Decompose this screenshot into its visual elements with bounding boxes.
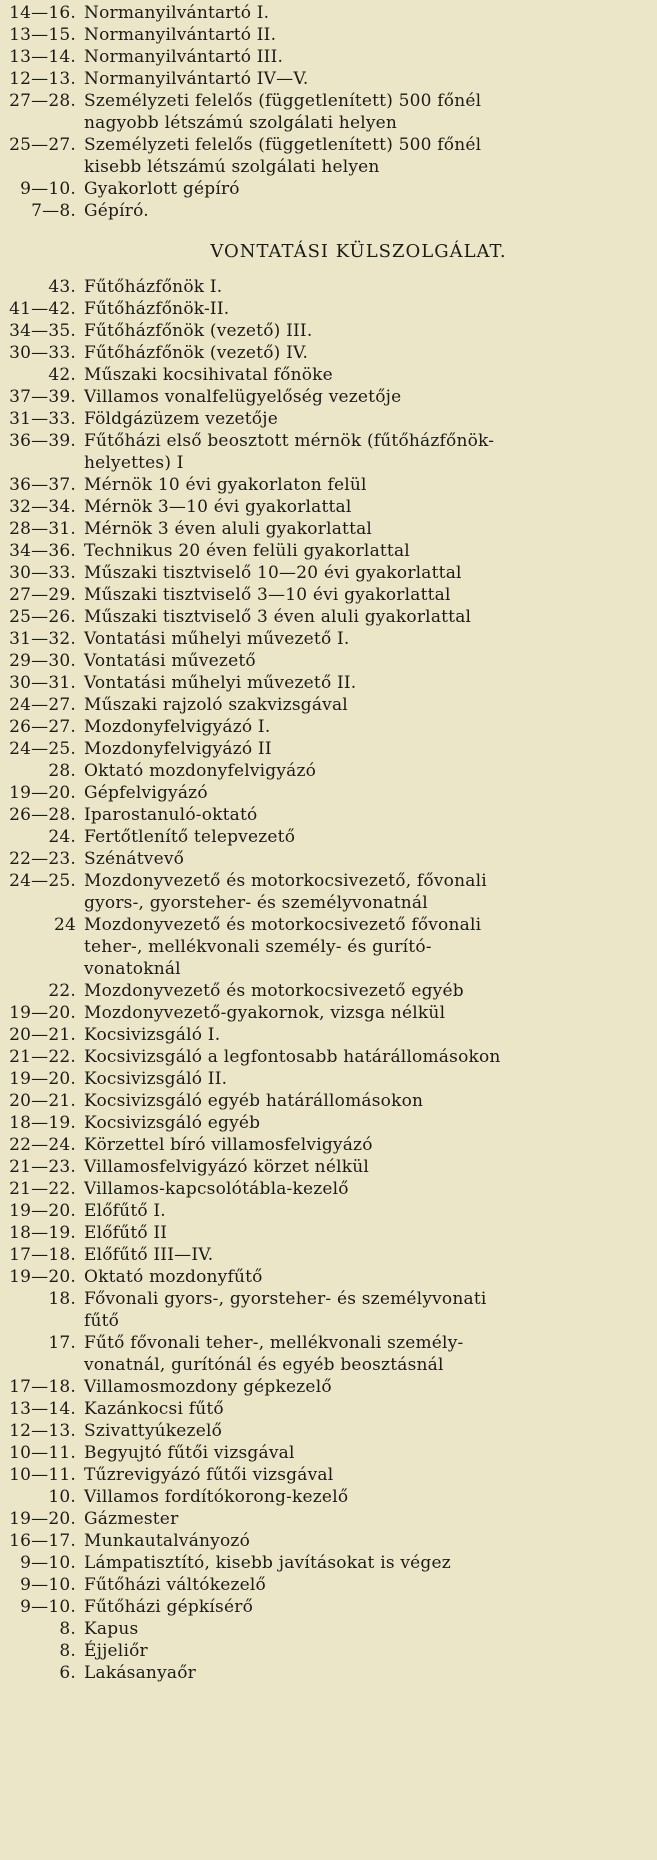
position-row <box>0 342 657 364</box>
position-row <box>0 134 657 178</box>
position-row <box>0 2 657 24</box>
grade-range: 18. <box>48 1289 76 1309</box>
position-row <box>0 430 657 474</box>
position-row <box>0 24 657 46</box>
grade-range: 8. <box>59 1619 76 1639</box>
position-title: Kocsivizsgáló egyéb határállomásokon <box>84 1091 424 1111</box>
position-row <box>0 694 657 716</box>
grade-range: 21—22. <box>9 1179 76 1199</box>
grade-range: 22—23. <box>9 849 76 869</box>
grade-range: 30—33. <box>9 343 76 363</box>
grade-range: 21—22. <box>9 1047 76 1067</box>
grade-range: 13—14. <box>9 1399 76 1419</box>
position-title: Oktató mozdonyfűtő <box>84 1267 263 1287</box>
position-row <box>0 1618 657 1640</box>
grade-range: 18—19. <box>9 1223 76 1243</box>
position-title: Kocsivizsgáló II. <box>84 1069 228 1089</box>
position-row <box>0 540 657 562</box>
position-row <box>0 298 657 320</box>
position-row <box>0 1156 657 1178</box>
grade-range: 24—25. <box>9 739 76 759</box>
position-row <box>0 1420 657 1442</box>
grade-range: 36—39. <box>9 431 76 451</box>
position-title: Műszaki rajzoló szakvizsgával <box>84 695 348 715</box>
position-title: Kocsivizsgáló a legfontosabb határállomásokon <box>84 1047 501 1067</box>
position-title: Villamosmozdony gépkezelő <box>84 1377 332 1397</box>
grade-range: 13—14. <box>9 47 76 67</box>
position-title: Begyujtó fűtői vizsgával <box>84 1443 295 1463</box>
grade-range: 19—20. <box>9 783 76 803</box>
grade-range: 16—17. <box>9 1531 76 1551</box>
position-row <box>0 408 657 430</box>
position-title: Fűtőházfőnök I. <box>84 277 223 297</box>
grade-range: 34—36. <box>9 541 76 561</box>
position-title: Vontatási műhelyi művezető II. <box>84 673 357 693</box>
grade-range: 30—33. <box>9 563 76 583</box>
grade-range: 29—30. <box>9 651 76 671</box>
grade-range: 27—29. <box>9 585 76 605</box>
position-title: Tűzrevigyázó fűtői vizsgával <box>84 1465 334 1485</box>
position-row <box>0 738 657 760</box>
position-title: Kapus <box>84 1619 139 1639</box>
grade-range: 22. <box>48 981 76 1001</box>
position-title: Mozdonyvezető és motorkocsivezető egyéb <box>84 981 464 1001</box>
position-title: Lámpatisztító, kisebb javításokat is végez <box>84 1553 451 1573</box>
position-title: Vontatási műhelyi művezető I. <box>84 629 350 649</box>
position-row <box>0 1200 657 1222</box>
grade-range: 8. <box>59 1641 76 1661</box>
grade-range: 9—10. <box>20 1575 76 1595</box>
position-title: Előfűtő I. <box>84 1201 166 1221</box>
grade-range: 9—10. <box>20 1553 76 1573</box>
grade-range: 19—20. <box>9 1509 76 1529</box>
grade-range: 19—20. <box>9 1267 76 1287</box>
position-title: Technikus 20 éven felüli gyakorlattal <box>84 541 410 561</box>
position-title: Mozdonyfelvigyázó II <box>84 739 272 759</box>
position-row <box>0 518 657 540</box>
grade-range: 24 <box>53 915 76 935</box>
position-title: Villamos-kapcsolótábla-kezelő <box>84 1179 349 1199</box>
position-row <box>0 1376 657 1398</box>
position-row <box>0 178 657 200</box>
position-title: Munkautalványozó <box>84 1531 251 1551</box>
position-row <box>0 1442 657 1464</box>
position-title: Mérnök 3—10 évi gyakorlattal <box>84 497 352 517</box>
position-row <box>0 1640 657 1662</box>
position-row <box>0 46 657 68</box>
position-row <box>0 562 657 584</box>
position-title: Gépíró. <box>84 201 149 221</box>
position-title: Személyzeti felelős (függetlenített) 500 főnél kisebb létszámú szolgálati helyen <box>84 135 482 177</box>
position-title: Villamos vonalfelügyelőség vezetője <box>84 387 402 407</box>
position-row <box>0 364 657 386</box>
grade-range: 6. <box>59 1663 76 1683</box>
grade-range: 37—39. <box>9 387 76 407</box>
position-title: Lakásanyaőr <box>84 1663 196 1683</box>
position-title: Fűtő fővonali teher-, mellékvonali személy- vonatnál, gurítónál és egyéb beosztásnál <box>84 1333 464 1375</box>
grade-range: 25—26. <box>9 607 76 627</box>
position-list-main <box>0 276 657 1684</box>
position-row <box>0 1134 657 1156</box>
grade-range: 36—37. <box>9 475 76 495</box>
position-title: Normanyilvántartó III. <box>84 47 284 67</box>
grade-range: 18—19. <box>9 1113 76 1133</box>
position-list-top <box>0 2 657 222</box>
grade-range: 24—27. <box>9 695 76 715</box>
position-title: Fűtőházfőnök-II. <box>84 299 230 319</box>
position-row <box>0 1288 657 1332</box>
position-row <box>0 650 657 672</box>
position-title: Mozdonyvezető és motorkocsivezető, fővonali gyors-, gyorsteher- és személyvonatnál <box>84 871 487 913</box>
grade-range: 28. <box>48 761 76 781</box>
position-row <box>0 320 657 342</box>
position-title: Normanyilvántartó I. <box>84 3 270 23</box>
position-row <box>0 276 657 298</box>
position-title: Fűtőházfőnök (vezető) IV. <box>84 343 309 363</box>
position-title: Kazánkocsi fűtő <box>84 1399 224 1419</box>
grade-range: 43. <box>48 277 76 297</box>
position-row <box>0 1552 657 1574</box>
grade-range: 41—42. <box>9 299 76 319</box>
position-row <box>0 672 657 694</box>
position-title: Fűtőházi első beosztott mérnök (fűtőházfőnök- helyettes) I <box>84 431 495 473</box>
position-title: Műszaki kocsihivatal főnöke <box>84 365 333 385</box>
grade-range: 30—31. <box>9 673 76 693</box>
position-row <box>0 870 657 914</box>
position-title: Körzettel bíró villamosfelvigyázó <box>84 1135 373 1155</box>
position-row <box>0 1222 657 1244</box>
grade-range: 26—28. <box>9 805 76 825</box>
position-title: Előfűtő II <box>84 1223 168 1243</box>
position-title: Műszaki tisztviselő 3—10 évi gyakorlattal <box>84 585 451 605</box>
position-row <box>0 1266 657 1288</box>
grade-range: 32—34. <box>9 497 76 517</box>
position-row <box>0 1508 657 1530</box>
position-row <box>0 1046 657 1068</box>
position-title: Kocsivizsgáló I. <box>84 1025 221 1045</box>
grade-range: 19—20. <box>9 1201 76 1221</box>
position-row <box>0 1662 657 1684</box>
position-row <box>0 1464 657 1486</box>
position-row <box>0 90 657 134</box>
grade-range: 24. <box>48 827 76 847</box>
position-title: Gázmester <box>84 1509 179 1529</box>
grade-range: 10—11. <box>9 1465 76 1485</box>
position-title: Mozdonyvezető-gyakornok, vizsga nélkül <box>84 1003 446 1023</box>
grade-range: 9—10. <box>20 179 76 199</box>
position-row <box>0 628 657 650</box>
position-title: Földgázüzem vezetője <box>84 409 278 429</box>
position-title: Műszaki tisztviselő 3 éven aluli gyakorlattal <box>84 607 472 627</box>
position-row <box>0 1090 657 1112</box>
section-heading: VONTATÁSI KÜLSZOLGÁLAT. <box>210 241 507 262</box>
grade-range: 19—20. <box>9 1069 76 1089</box>
grade-range: 13—15. <box>9 25 76 45</box>
grade-range: 21—23. <box>9 1157 76 1177</box>
grade-range: 22—24. <box>9 1135 76 1155</box>
position-title: Szénátvevő <box>84 849 185 869</box>
position-title: Vontatási művezető <box>84 651 256 671</box>
grade-range: 10. <box>48 1487 76 1507</box>
grade-range: 17—18. <box>9 1245 76 1265</box>
grade-range: 9—10. <box>20 1597 76 1617</box>
position-title: Mozdonyvezető és motorkocsivezető fővonali teher-, mellékvonali személy- és gurító- vonatoknál <box>84 915 482 979</box>
position-title: Fűtőházfőnök (vezető) III. <box>84 321 313 341</box>
position-title: Villamos fordítókorong-kezelő <box>84 1487 349 1507</box>
position-title: Előfűtő III—IV. <box>84 1245 214 1265</box>
position-title: Gyakorlott gépíró <box>84 179 240 199</box>
position-row <box>0 782 657 804</box>
position-row <box>0 1596 657 1618</box>
position-row <box>0 1024 657 1046</box>
grade-range: 12—13. <box>9 69 76 89</box>
grade-range: 31—32. <box>9 629 76 649</box>
position-row <box>0 1244 657 1266</box>
grade-range: 20—21. <box>9 1091 76 1111</box>
position-title: Mérnök 3 éven aluli gyakorlattal <box>84 519 373 539</box>
position-row <box>0 848 657 870</box>
grade-range: 25—27. <box>9 135 76 155</box>
grade-range: 26—27. <box>9 717 76 737</box>
grade-range: 27—28. <box>9 91 76 111</box>
position-row <box>0 1112 657 1134</box>
position-title: Villamosfelvigyázó körzet nélkül <box>84 1157 369 1177</box>
grade-range: 10—11. <box>9 1443 76 1463</box>
position-title: Normanyilvántartó IV—V. <box>84 69 309 89</box>
position-row <box>0 474 657 496</box>
grade-range: 17—18. <box>9 1377 76 1397</box>
grade-range: 20—21. <box>9 1025 76 1045</box>
position-title: Oktató mozdonyfelvigyázó <box>84 761 317 781</box>
position-title: Normanyilvántartó II. <box>84 25 277 45</box>
position-row <box>0 716 657 738</box>
grade-range: 42. <box>48 365 76 385</box>
position-title: Fővonali gyors-, gyorsteher- és személyvonati fűtő <box>84 1289 487 1331</box>
position-row <box>0 1332 657 1376</box>
position-title: Műszaki tisztviselő 10—20 évi gyakorlattal <box>84 563 462 583</box>
position-row <box>0 200 657 222</box>
position-row <box>0 1530 657 1552</box>
position-row <box>0 386 657 408</box>
position-title: Fűtőházi váltókezelő <box>84 1575 266 1595</box>
position-title: Iparostanuló-oktató <box>84 805 258 825</box>
grade-range: 24—25. <box>9 871 76 891</box>
position-title: Fűtőházi gépkísérő <box>84 1597 254 1617</box>
position-row <box>0 760 657 782</box>
position-row <box>0 914 657 980</box>
grade-range: 34—35. <box>9 321 76 341</box>
position-row <box>0 496 657 518</box>
position-row <box>0 1002 657 1024</box>
position-row <box>0 980 657 1002</box>
grade-range: 28—31. <box>9 519 76 539</box>
position-row <box>0 804 657 826</box>
position-row <box>0 1486 657 1508</box>
grade-range: 19—20. <box>9 1003 76 1023</box>
position-row <box>0 1574 657 1596</box>
position-row <box>0 1068 657 1090</box>
position-title: Fertőtlenítő telepvezető <box>84 827 296 847</box>
position-title: Szivattyúkezelő <box>84 1421 223 1441</box>
position-row <box>0 606 657 628</box>
position-title: Kocsivizsgáló egyéb <box>84 1113 261 1133</box>
position-title: Mozdonyfelvigyázó I. <box>84 717 271 737</box>
grade-range: 17. <box>48 1333 76 1353</box>
position-title: Mérnök 10 évi gyakorlaton felül <box>84 475 367 495</box>
position-row <box>0 1398 657 1420</box>
grade-range: 12—13. <box>9 1421 76 1441</box>
grade-range: 31—33. <box>9 409 76 429</box>
position-row <box>0 1178 657 1200</box>
position-row <box>0 584 657 606</box>
position-title: Éjjeliőr <box>84 1641 148 1661</box>
grade-range: 7—8. <box>31 201 76 221</box>
grade-range: 14—16. <box>9 3 76 23</box>
position-row <box>0 826 657 848</box>
position-title: Személyzeti felelős (függetlenített) 500 főnél nagyobb létszámú szolgálati helyen <box>84 91 482 133</box>
position-row <box>0 68 657 90</box>
position-title: Gépfelvigyázó <box>84 783 208 803</box>
